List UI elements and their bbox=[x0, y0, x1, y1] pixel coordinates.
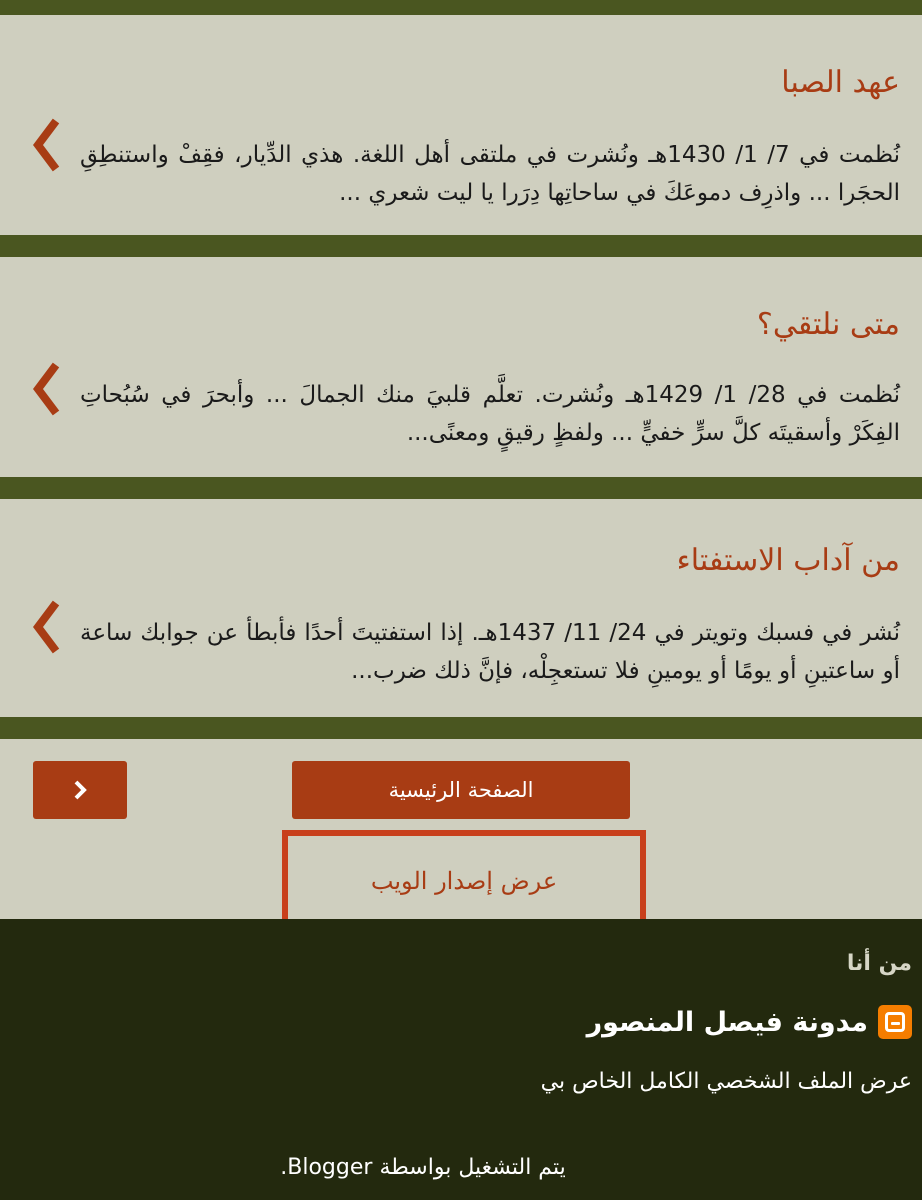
separator-band bbox=[0, 477, 922, 499]
post-card[interactable] bbox=[0, 499, 922, 717]
newer-posts-button[interactable] bbox=[33, 761, 127, 819]
profile-footer bbox=[0, 919, 922, 1200]
chevron-right-icon bbox=[70, 778, 90, 802]
post-card[interactable] bbox=[0, 15, 922, 235]
profile-name-link[interactable]: مدونة فيصل المنصور bbox=[586, 1006, 868, 1038]
about-heading: من أنا bbox=[846, 951, 912, 976]
chevron-left-icon[interactable] bbox=[26, 115, 66, 175]
post-snippet: نُظمت في 7/ 1/ 1430هـ ونُشرت في ملتقى أهل اللغة. هذي الدِّيار، فقِفْ واستنطِقِ الحجَرا ... واذرِف دموعَكَ في ساحاتِها دِرَرا يا ليت شعري ... bbox=[80, 142, 901, 206]
post-card[interactable] bbox=[0, 257, 922, 477]
chevron-left-icon[interactable] bbox=[26, 597, 66, 657]
view-full-profile-link[interactable]: عرض الملف الشخصي الكامل الخاص بي bbox=[540, 1069, 912, 1094]
web-version-link[interactable]: عرض إصدار الويب bbox=[282, 830, 646, 932]
separator-band bbox=[0, 717, 922, 739]
post-title[interactable]: متى نلتقي؟ bbox=[756, 307, 900, 342]
blog-pager bbox=[0, 739, 922, 919]
post-snippet: نُشر في فسبك وتويتر في 24/ 11/ 1437هـ. إذا استفتيتَ أحدًا فأبطأ عن جوابك ساعة أو ساعتينِ أو يومًا أو يومينِ فلا تستعجِلْه، فإنَّ ذلك ضرب... bbox=[80, 620, 900, 684]
chevron-left-icon[interactable] bbox=[26, 359, 66, 419]
powered-by-text[interactable]: يتم التشغيل بواسطة Blogger. bbox=[280, 1155, 566, 1180]
blogger-icon bbox=[878, 1005, 912, 1039]
separator-band bbox=[0, 235, 922, 257]
post-title[interactable]: من آداب الاستفتاء bbox=[676, 543, 900, 578]
home-button[interactable]: الصفحة الرئيسية bbox=[292, 761, 630, 819]
post-snippet: نُظمت في 28/ 1/ 1429هـ ونُشرت. تعلَّم قلبيَ منك الجمالَ ... وأبحرَ في سُبُحاتِ الفِكَرْ وأسقيتَه كلَّ سرٍّ خفيٍّ ... ولفظٍ رقيقٍ ومعنًى... bbox=[80, 382, 900, 446]
post-title[interactable]: عهد الصبا bbox=[781, 65, 900, 100]
top-band bbox=[0, 0, 922, 15]
powered-by bbox=[0, 1155, 922, 1180]
profile-row bbox=[587, 1005, 912, 1039]
